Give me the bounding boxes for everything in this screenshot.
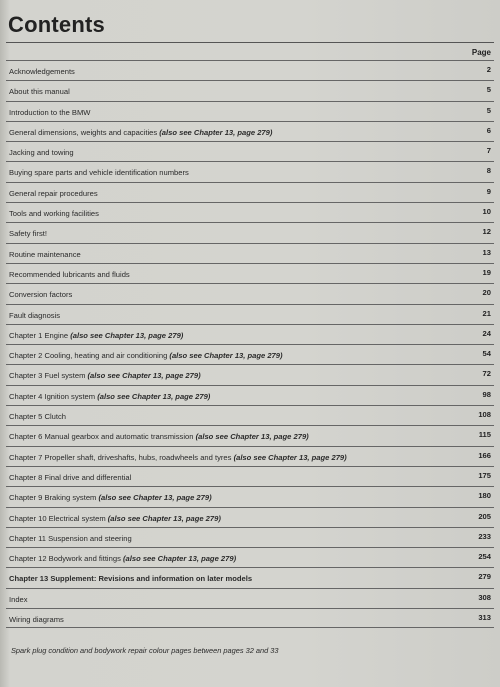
entry-title: Chapter 11 Suspension and steering xyxy=(9,533,132,543)
entry-title: Index xyxy=(9,594,28,604)
entry-title: Recommended lubricants and fluids xyxy=(9,269,130,279)
entry-note: (also see Chapter 13, page 279) xyxy=(70,330,184,340)
entry-title: Chapter 6 Manual gearbox and automatic transmission xyxy=(9,432,196,442)
entry-page-number: 98 xyxy=(482,389,491,399)
entry-label xyxy=(9,87,70,96)
contents-entry xyxy=(6,588,494,608)
contents-entry xyxy=(6,182,494,202)
contents-entry xyxy=(6,161,494,181)
entry-title: Fault diagnosis xyxy=(9,310,61,320)
entry-label xyxy=(9,331,183,340)
entry-note: (also see Chapter 13, page 279) xyxy=(97,391,211,401)
entry-page-number: 115 xyxy=(478,430,491,440)
contents-entry xyxy=(6,304,494,324)
contents-entry xyxy=(6,141,494,161)
entry-page-number: 2 xyxy=(486,65,491,74)
entry-label xyxy=(9,229,47,238)
entry-title: Chapter 3 Fuel system xyxy=(9,371,88,381)
page-column-header: Page xyxy=(471,48,491,57)
entry-page-number: 108 xyxy=(478,410,491,420)
contents-entry xyxy=(6,507,494,527)
entry-label xyxy=(9,514,221,523)
entry-label xyxy=(9,453,347,462)
contents-entry xyxy=(6,202,494,222)
page-title: Contents xyxy=(8,12,105,37)
entry-page-number: 12 xyxy=(482,227,491,237)
entry-page-number: 175 xyxy=(478,470,491,480)
contents-entry xyxy=(6,486,494,506)
entry-label xyxy=(9,168,189,177)
contents-entry xyxy=(6,243,494,263)
entry-note: (also see Chapter 13, page 279) xyxy=(98,493,212,503)
entry-label xyxy=(9,554,236,563)
entry-title: Chapter 5 Clutch xyxy=(9,412,66,422)
entry-page-number: 8 xyxy=(486,166,491,176)
entry-title: About this manual xyxy=(9,87,70,97)
contents-entry xyxy=(6,60,494,80)
entry-page-number: 5 xyxy=(486,105,491,115)
entry-label xyxy=(9,595,28,604)
entry-label xyxy=(9,290,72,299)
footnote: Spark plug condition and bodywork repair colour pages between pages 32 and 33 xyxy=(11,646,279,655)
entry-page-number: 279 xyxy=(478,572,491,582)
entry-page-number: 72 xyxy=(482,369,491,379)
entry-label xyxy=(9,615,64,624)
entry-label xyxy=(9,493,212,502)
entry-title: General dimensions, weights and capacities xyxy=(9,127,160,137)
contents-entry xyxy=(6,608,494,628)
entry-title: Conversion factors xyxy=(9,290,73,300)
entry-title: Routine maintenance xyxy=(9,249,81,259)
entry-title: Chapter 9 Braking system xyxy=(9,493,99,503)
contents-entry xyxy=(6,263,494,283)
entry-label xyxy=(9,148,74,157)
title-divider xyxy=(6,42,494,43)
entry-title: Safety first! xyxy=(9,229,47,239)
entry-label xyxy=(9,250,81,259)
entry-label xyxy=(9,209,99,218)
entry-title: Chapter 10 Electrical system xyxy=(9,513,108,523)
entry-label xyxy=(9,270,130,279)
entry-page-number: 6 xyxy=(486,125,491,135)
entry-title: Chapter 8 Final drive and differential xyxy=(9,472,132,482)
contents-entry xyxy=(6,364,494,384)
entry-page-number: 233 xyxy=(478,531,491,541)
entry-title: Introduction to the BMW xyxy=(9,107,91,117)
entry-page-number: 54 xyxy=(482,349,491,359)
entry-label xyxy=(9,128,272,137)
entry-label xyxy=(9,351,283,360)
entry-title: Chapter 12 Bodywork and fittings xyxy=(9,554,123,564)
entry-title: Chapter 2 Cooling, heating and air conditioning xyxy=(9,351,170,361)
entry-title: Tools and working facilities xyxy=(9,209,99,219)
contents-entry xyxy=(6,344,494,364)
entry-page-number: 21 xyxy=(482,308,491,318)
contents-entry xyxy=(6,466,494,486)
entry-note: (also see Chapter 13, page 279) xyxy=(159,127,273,137)
entry-page-number: 19 xyxy=(482,267,491,277)
contents-entry xyxy=(6,385,494,405)
entry-page-number: 313 xyxy=(478,613,491,623)
entry-title: Chapter 4 Ignition system xyxy=(9,391,98,401)
contents-entry xyxy=(6,446,494,466)
entry-label xyxy=(9,67,75,76)
entry-label xyxy=(9,534,132,543)
entry-page-number: 166 xyxy=(478,450,491,460)
entry-note: (also see Chapter 13, page 279) xyxy=(87,371,201,381)
entry-page-number: 308 xyxy=(478,592,491,602)
entry-label xyxy=(9,311,60,320)
entry-note: (also see Chapter 13, page 279) xyxy=(233,452,347,462)
contents-entry xyxy=(6,425,494,445)
entry-label xyxy=(9,108,90,117)
entry-title: Chapter 7 Propeller shaft, driveshafts, hubs, roadwheels and tyres xyxy=(9,452,234,462)
entry-label xyxy=(9,432,309,441)
contents-entry xyxy=(6,547,494,567)
entry-note: (also see Chapter 13, page 279) xyxy=(122,554,237,564)
entry-page-number: 180 xyxy=(478,491,491,501)
contents-entry xyxy=(6,324,494,344)
entry-label xyxy=(9,574,252,583)
contents-entry xyxy=(6,527,494,547)
entry-label xyxy=(9,392,210,401)
contents-entry xyxy=(6,567,494,587)
entry-title: Chapter 1 Engine xyxy=(9,330,71,340)
entry-label xyxy=(9,189,98,198)
contents-entry xyxy=(6,80,494,100)
contents-entry xyxy=(6,283,494,303)
entry-label xyxy=(9,412,66,421)
entry-title: Jacking and towing xyxy=(9,148,74,158)
contents-entry xyxy=(6,101,494,121)
entry-page-number: 24 xyxy=(482,328,491,338)
entry-title: Chapter 13 Supplement: Revisions and information on later models xyxy=(9,574,253,584)
entry-title: Wiring diagrams xyxy=(9,615,64,625)
entry-note: (also see Chapter 13, page 279) xyxy=(107,513,221,523)
entry-label xyxy=(9,371,201,380)
entry-page-number: 20 xyxy=(482,288,491,298)
entry-label xyxy=(9,473,131,482)
entry-page-number: 205 xyxy=(478,511,491,521)
entry-page-number: 10 xyxy=(482,207,491,217)
entry-title: Acknowledgements xyxy=(9,67,75,76)
contents-entry xyxy=(6,222,494,242)
entry-note: (also see Chapter 13, page 279) xyxy=(195,432,309,442)
entry-page-number: 13 xyxy=(482,247,491,257)
entry-page-number: 5 xyxy=(486,85,491,95)
entry-page-number: 254 xyxy=(478,552,491,562)
entry-title: Buying spare parts and vehicle identification numbers xyxy=(9,168,189,178)
entry-page-number: 7 xyxy=(486,146,491,156)
contents-entry xyxy=(6,405,494,425)
entry-note: (also see Chapter 13, page 279) xyxy=(169,351,283,361)
contents-list xyxy=(6,60,494,628)
contents-entry xyxy=(6,121,494,141)
entry-page-number: 9 xyxy=(486,186,491,196)
entry-title: General repair procedures xyxy=(9,188,98,198)
